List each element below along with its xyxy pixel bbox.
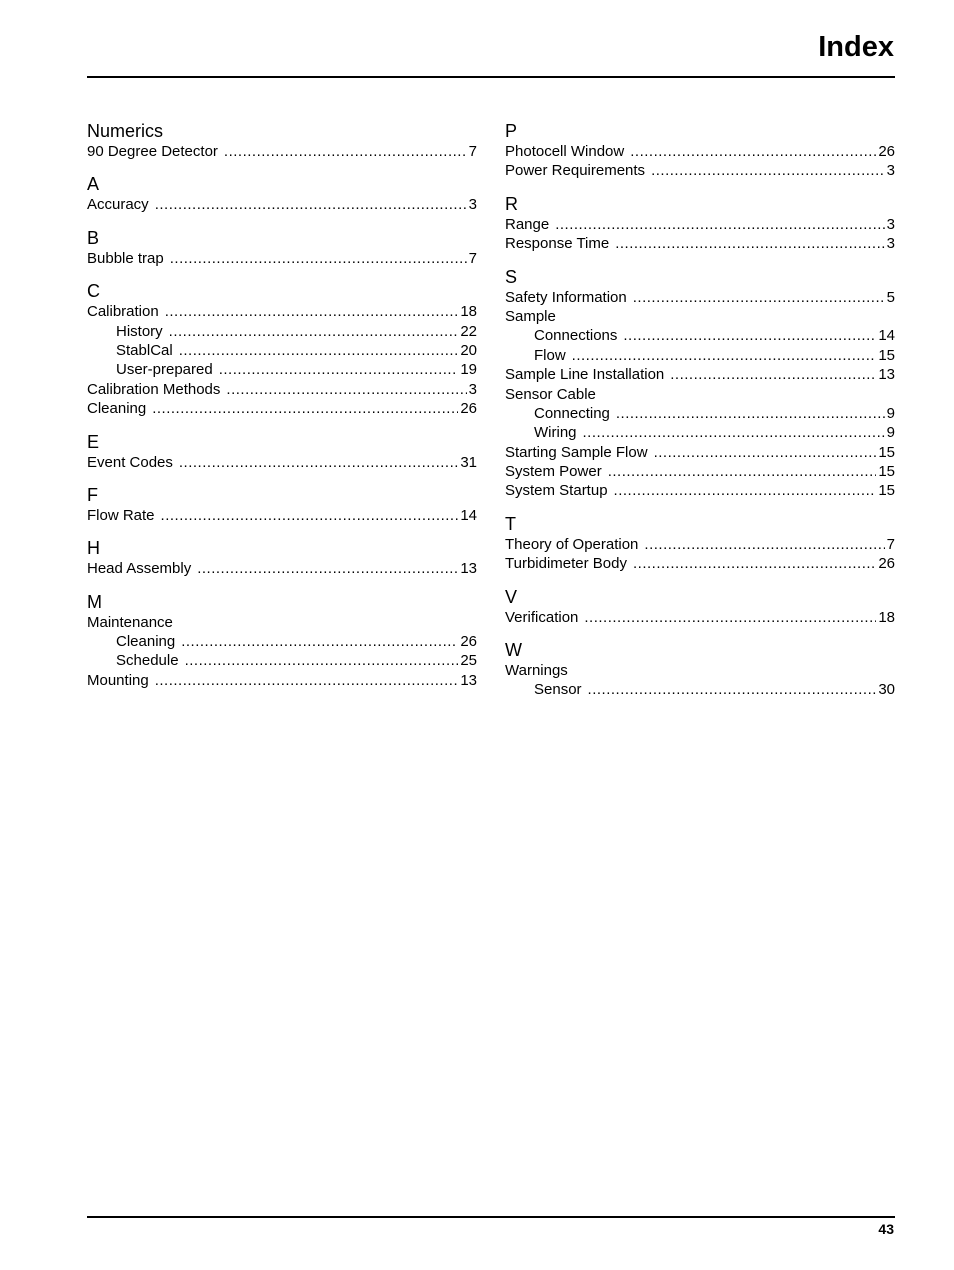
index-entry [505, 215, 895, 234]
section-heading: R [505, 193, 518, 214]
dot-leader [670, 365, 876, 384]
dot-leader [226, 380, 466, 399]
index-subentry [505, 680, 895, 699]
entry-page-number: 9 [886, 424, 895, 442]
dot-leader [155, 195, 467, 214]
index-entry [87, 613, 477, 632]
entry-term: Sensor [534, 681, 582, 699]
entry-page-number: 22 [460, 322, 477, 340]
section-heading: Numerics [87, 121, 164, 141]
dot-leader [155, 671, 459, 690]
section-heading: C [87, 281, 100, 302]
index-entry [505, 608, 895, 627]
section-heading: W [505, 640, 522, 661]
index-entry [505, 535, 895, 554]
entry-page-number: 25 [460, 652, 477, 670]
entry-term: Bubble trap [87, 249, 164, 267]
entry-term: Connecting [534, 404, 610, 422]
index-entry [505, 481, 895, 500]
dot-leader [584, 608, 876, 627]
index-section [505, 513, 895, 574]
entry-page-number: 15 [878, 443, 895, 461]
section-heading: S [505, 266, 518, 287]
index-subentry [87, 341, 477, 360]
index-section [87, 591, 477, 691]
entry-page-number: 3 [468, 380, 477, 398]
dot-leader [615, 234, 884, 253]
index-entry [505, 288, 895, 307]
index-section [87, 484, 477, 525]
entry-page-number: 15 [878, 463, 895, 481]
dot-leader [651, 161, 885, 180]
entry-term: Range [505, 215, 550, 233]
dot-leader [588, 680, 877, 699]
dot-leader [623, 326, 876, 345]
dot-leader [197, 559, 458, 578]
section-heading: A [87, 174, 100, 195]
entry-term: Event Codes [87, 453, 173, 471]
index-subentry [87, 651, 477, 670]
dot-leader [572, 346, 877, 365]
entry-page-number: 7 [468, 249, 477, 267]
entry-term: Turbidimeter Body [505, 555, 627, 573]
index-subentry [87, 632, 477, 651]
entry-page-number: 26 [878, 555, 895, 573]
entry-term: Accuracy [87, 196, 149, 214]
entry-term: System Startup [505, 482, 608, 500]
dot-leader [224, 142, 467, 161]
dot-leader [633, 288, 885, 307]
section-heading: V [505, 586, 518, 607]
page-title: Index [818, 31, 894, 63]
entry-page-number: 26 [460, 633, 477, 651]
index-section [505, 120, 895, 181]
index-column-left [87, 120, 477, 702]
dot-leader [654, 443, 877, 462]
entry-page-number: 7 [886, 535, 895, 553]
dot-leader [219, 360, 459, 379]
index-section [87, 537, 477, 578]
entry-page-number: 14 [460, 506, 477, 524]
dot-leader [633, 554, 876, 573]
section-heading: P [505, 121, 518, 141]
entry-page-number: 13 [460, 560, 477, 578]
index-subentry [505, 423, 895, 442]
index-entry [87, 506, 477, 525]
index-section [87, 120, 477, 161]
entry-term: Schedule [116, 652, 179, 670]
dot-leader [179, 341, 459, 360]
dot-leader [583, 423, 885, 442]
index-entry [87, 302, 477, 321]
entry-page-number: 13 [878, 366, 895, 384]
entry-term: Maintenance [87, 613, 173, 631]
index-section [87, 173, 477, 214]
index-entry [505, 462, 895, 481]
dot-leader [555, 215, 884, 234]
entry-term: User-prepared [116, 361, 213, 379]
entry-term: Flow [534, 346, 566, 364]
footer-rule [87, 1216, 895, 1218]
index-entry [87, 559, 477, 578]
index-entry [87, 195, 477, 214]
dot-leader [614, 481, 877, 500]
index-column-right [505, 120, 895, 712]
entry-page-number: 19 [460, 361, 477, 379]
entry-term: Warnings [505, 662, 568, 680]
entry-term: Sample Line Installation [505, 366, 665, 384]
dot-leader [152, 399, 458, 418]
entry-term: Cleaning [87, 400, 147, 418]
entry-term: Safety Information [505, 288, 627, 306]
entry-page-number: 18 [460, 303, 477, 321]
index-subentry [87, 360, 477, 379]
index-section [505, 586, 895, 627]
index-section [87, 227, 477, 268]
entry-page-number: 26 [878, 143, 895, 160]
index-entry [87, 453, 477, 472]
entry-page-number: 31 [460, 453, 477, 471]
index-entry [87, 249, 477, 268]
index-entry [505, 385, 895, 404]
page-number: 43 [878, 1221, 894, 1237]
entry-term: Wiring [534, 424, 577, 442]
entry-page-number: 15 [878, 346, 895, 364]
entry-term: 90 Degree Detector [87, 143, 218, 160]
entry-term: System Power [505, 463, 602, 481]
index-entry [505, 365, 895, 384]
entry-term: Starting Sample Flow [505, 443, 648, 461]
entry-term: Flow Rate [87, 506, 155, 524]
index-entry [505, 443, 895, 462]
dot-leader [644, 535, 884, 554]
entry-term: Power Requirements [505, 162, 646, 180]
index-section [87, 431, 477, 472]
entry-page-number: 26 [460, 400, 477, 418]
entry-page-number: 15 [878, 482, 895, 500]
section-heading: H [87, 538, 100, 559]
index-section [87, 280, 477, 418]
dot-leader [161, 506, 459, 525]
header-rule [87, 76, 895, 78]
entry-page-number: 3 [886, 235, 895, 253]
entry-page-number: 3 [886, 162, 895, 180]
section-heading: E [87, 431, 100, 452]
dot-leader [185, 651, 459, 670]
entry-term: Sensor Cable [505, 385, 596, 403]
index-subentry [505, 326, 895, 345]
entry-term: StablCal [116, 341, 173, 359]
index-entry [87, 671, 477, 690]
entry-term: Response Time [505, 235, 610, 253]
index-subentry [505, 346, 895, 365]
index-section [505, 639, 895, 700]
index-entry [505, 142, 895, 161]
dot-leader [181, 632, 458, 651]
section-heading: M [87, 591, 102, 612]
entry-term: Sample [505, 307, 556, 325]
entry-term: Verification [505, 608, 579, 626]
entry-page-number: 13 [460, 671, 477, 689]
entry-page-number: 3 [468, 196, 477, 214]
index-entry [505, 554, 895, 573]
entry-term: Calibration [87, 303, 159, 321]
index-subentry [505, 404, 895, 423]
dot-leader [169, 322, 459, 341]
dot-leader [608, 462, 877, 481]
dot-leader [630, 142, 876, 161]
entry-page-number: 18 [878, 608, 895, 626]
entry-term: Mounting [87, 671, 149, 689]
entry-term: History [116, 322, 163, 340]
entry-page-number: 3 [886, 215, 895, 233]
entry-page-number: 5 [886, 288, 895, 306]
entry-term: Connections [534, 327, 618, 345]
entry-page-number: 14 [878, 327, 895, 345]
section-heading: B [87, 227, 100, 248]
entry-page-number: 20 [460, 341, 477, 359]
entry-term: Photocell Window [505, 143, 625, 160]
entry-page-number: 7 [468, 143, 477, 160]
entry-term: Head Assembly [87, 560, 192, 578]
index-entry [505, 661, 895, 680]
section-heading: F [87, 484, 98, 505]
index-entry [87, 399, 477, 418]
entry-term: Calibration Methods [87, 380, 221, 398]
entry-page-number: 30 [878, 681, 895, 699]
section-heading: T [505, 513, 516, 534]
entry-term: Theory of Operation [505, 535, 639, 553]
dot-leader [170, 249, 467, 268]
entry-page-number: 9 [886, 404, 895, 422]
index-entry [505, 161, 895, 180]
index-entry [505, 234, 895, 253]
entry-term: Cleaning [116, 633, 176, 651]
dot-leader [165, 302, 459, 321]
dot-leader [179, 453, 458, 472]
index-section [505, 193, 895, 254]
index-entry [505, 307, 895, 326]
index-subentry [87, 322, 477, 341]
dot-leader [616, 404, 885, 423]
index-entry [87, 142, 477, 161]
index-entry [87, 380, 477, 399]
index-section [505, 266, 895, 501]
